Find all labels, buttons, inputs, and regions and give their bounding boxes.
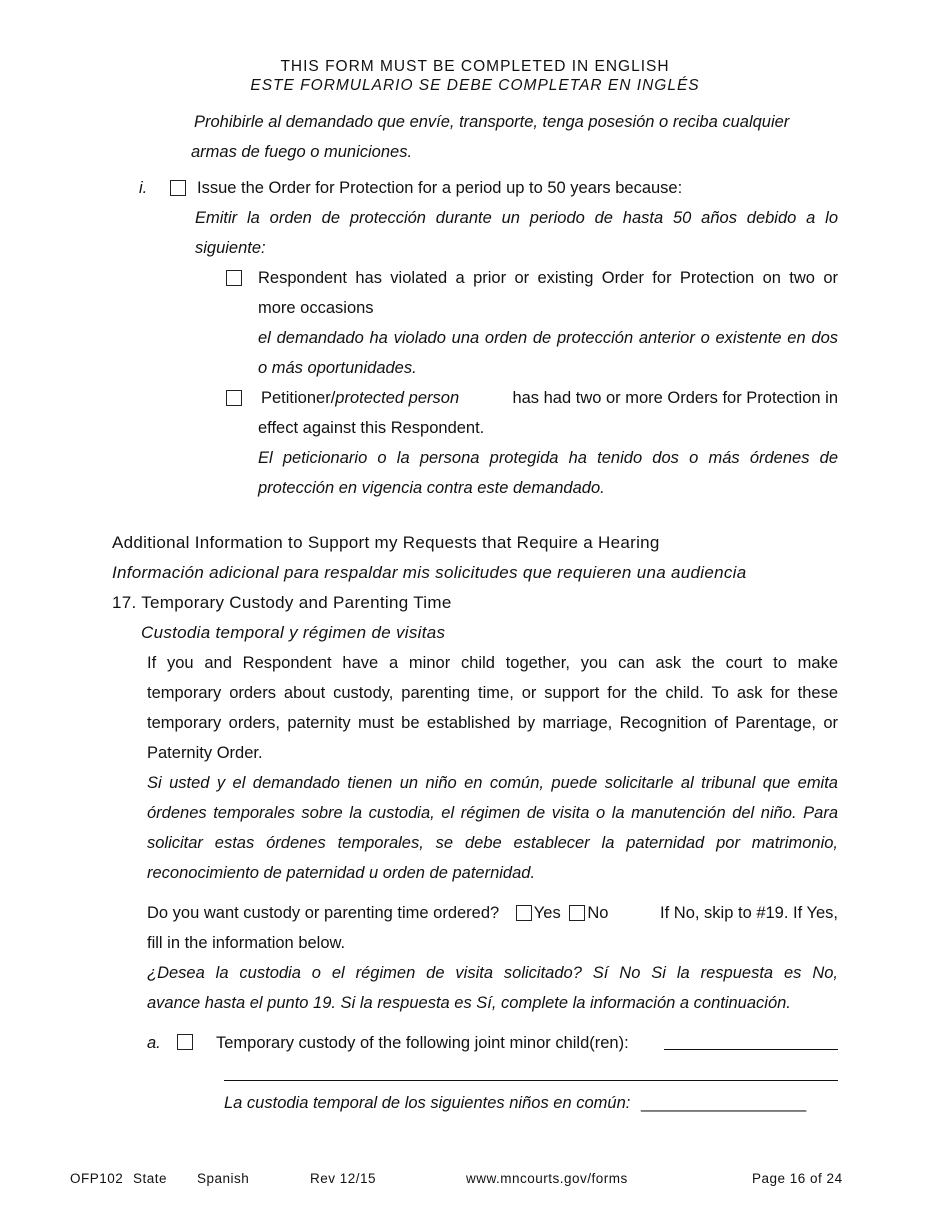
petitioner-text: Petitioner/ bbox=[261, 389, 336, 407]
form-language-notice-es: ESTE FORMULARIO SE DEBE COMPLETAR EN INGLÉS bbox=[250, 77, 700, 94]
temporary-custody-label: Temporary custody of the following joint minor child(ren): bbox=[216, 1034, 629, 1052]
section-17-para-en-3: temporary orders, paternity must be established by marriage, Recognition of Parentage, or bbox=[147, 714, 838, 732]
temporary-custody-checkbox[interactable] bbox=[177, 1034, 193, 1050]
multiple-orders-es-line2: protección en vigencia contra este demandado. bbox=[258, 479, 605, 497]
section-17-para-es-4: reconocimiento de paternidad u orden de paternidad. bbox=[147, 864, 536, 882]
custody-no-checkbox[interactable] bbox=[569, 905, 585, 921]
footer-state: State bbox=[133, 1171, 168, 1186]
children-names-field-2[interactable] bbox=[224, 1080, 838, 1081]
footer-url[interactable]: www.mncourts.gov/forms bbox=[466, 1171, 628, 1186]
section-17-title-es: Custodia temporal y régimen de visitas bbox=[141, 623, 446, 642]
footer-page-number: Page 16 of 24 bbox=[752, 1171, 843, 1186]
footer-language: Spanish bbox=[197, 1171, 250, 1186]
custody-skip-instruction: If No, skip to #19. If Yes, bbox=[660, 904, 838, 922]
section-17-title: 17. Temporary Custody and Parenting Time bbox=[112, 593, 452, 612]
multiple-orders-en-rest: has had two or more Orders for Protection in bbox=[512, 389, 838, 407]
prior-violation-en-line2: more occasions bbox=[258, 299, 374, 317]
prior-item-es-line2: armas de fuego o municiones. bbox=[191, 143, 413, 161]
additional-info-title: Additional Information to Support my Requests that Require a Hearing bbox=[112, 533, 660, 552]
section-17-para-en-2: temporary orders about custody, parenting time, or support for the child. To ask for these bbox=[147, 684, 838, 702]
prior-item-es-line1: Prohibirle al demandado que envíe, transporte, tenga posesión o reciba cualquier bbox=[194, 113, 790, 131]
custody-question-line2: fill in the information below. bbox=[147, 934, 346, 952]
protected-person-text: protected person bbox=[335, 389, 460, 407]
multiple-orders-checkbox[interactable] bbox=[226, 390, 242, 406]
multiple-orders-en-line1 bbox=[261, 383, 838, 413]
custody-yes-checkbox[interactable] bbox=[516, 905, 532, 921]
item-i-checkbox[interactable] bbox=[170, 180, 186, 196]
section-17-para-en-4: Paternity Order. bbox=[147, 744, 263, 762]
section-17-para-en-1: If you and Respondent have a minor child together, you can ask the court to make bbox=[147, 654, 838, 672]
custody-yes-label: Yes bbox=[533, 904, 561, 922]
children-names-field-es[interactable]: __________________ bbox=[640, 1094, 807, 1112]
item-i-es-line1: Emitir la orden de protección durante un periodo de hasta 50 años debido a lo bbox=[195, 209, 838, 227]
item-a-letter: a. bbox=[147, 1034, 161, 1052]
item-i-es-line2: siguiente: bbox=[195, 239, 266, 257]
prior-violation-es-line1: el demandado ha violado una orden de protección anterior o existente en dos bbox=[258, 329, 838, 347]
footer-form-id: OFP102 bbox=[70, 1171, 124, 1186]
custody-question-text: Do you want custody or parenting time ordered? bbox=[147, 904, 500, 922]
item-i-letter: i. bbox=[139, 179, 148, 197]
custody-no-label: No bbox=[587, 904, 609, 922]
section-17-para-es-2: órdenes temporales sobre la custodia, el régimen de visita o la manutención del niño. Para bbox=[147, 804, 838, 822]
prior-violation-checkbox[interactable] bbox=[226, 270, 242, 286]
item-i-label: Issue the Order for Protection for a period up to 50 years because: bbox=[197, 179, 683, 197]
footer-revision: Rev 12/15 bbox=[310, 1171, 377, 1186]
multiple-orders-es-line1: El peticionario o la persona protegida ha tenido dos o más órdenes de bbox=[258, 449, 838, 467]
section-17-para-es-1: Si usted y el demandado tienen un niño en común, puede solicitarle al tribunal que emita bbox=[147, 774, 838, 792]
custody-question-es-line1: ¿Desea la custodia o el régimen de visita solicitado? Sí No Si la respuesta es No, bbox=[147, 964, 838, 982]
custody-question-es-line2: avance hasta el punto 19. Si la respuesta es Sí, complete la información a continuación. bbox=[147, 994, 791, 1012]
section-17-para-es-3: solicitar estas órdenes temporales, se debe establecer la paternidad por matrimonio, bbox=[147, 834, 838, 852]
temporary-custody-label-es bbox=[224, 1088, 806, 1118]
custody-question-row bbox=[147, 898, 838, 928]
prior-violation-es-line2: o más oportunidades. bbox=[258, 359, 417, 377]
prior-violation-en-line1: Respondent has violated a prior or existing Order for Protection on two or bbox=[258, 269, 838, 287]
temporary-custody-es-text: La custodia temporal de los siguientes niños en común: bbox=[224, 1094, 631, 1112]
additional-info-title-es: Información adicional para respaldar mis solicitudes que requieren una audiencia bbox=[112, 563, 747, 582]
form-language-notice: THIS FORM MUST BE COMPLETED IN ENGLISH bbox=[280, 58, 670, 75]
multiple-orders-en-line2: effect against this Respondent. bbox=[258, 419, 485, 437]
children-names-field-1[interactable] bbox=[664, 1049, 838, 1050]
